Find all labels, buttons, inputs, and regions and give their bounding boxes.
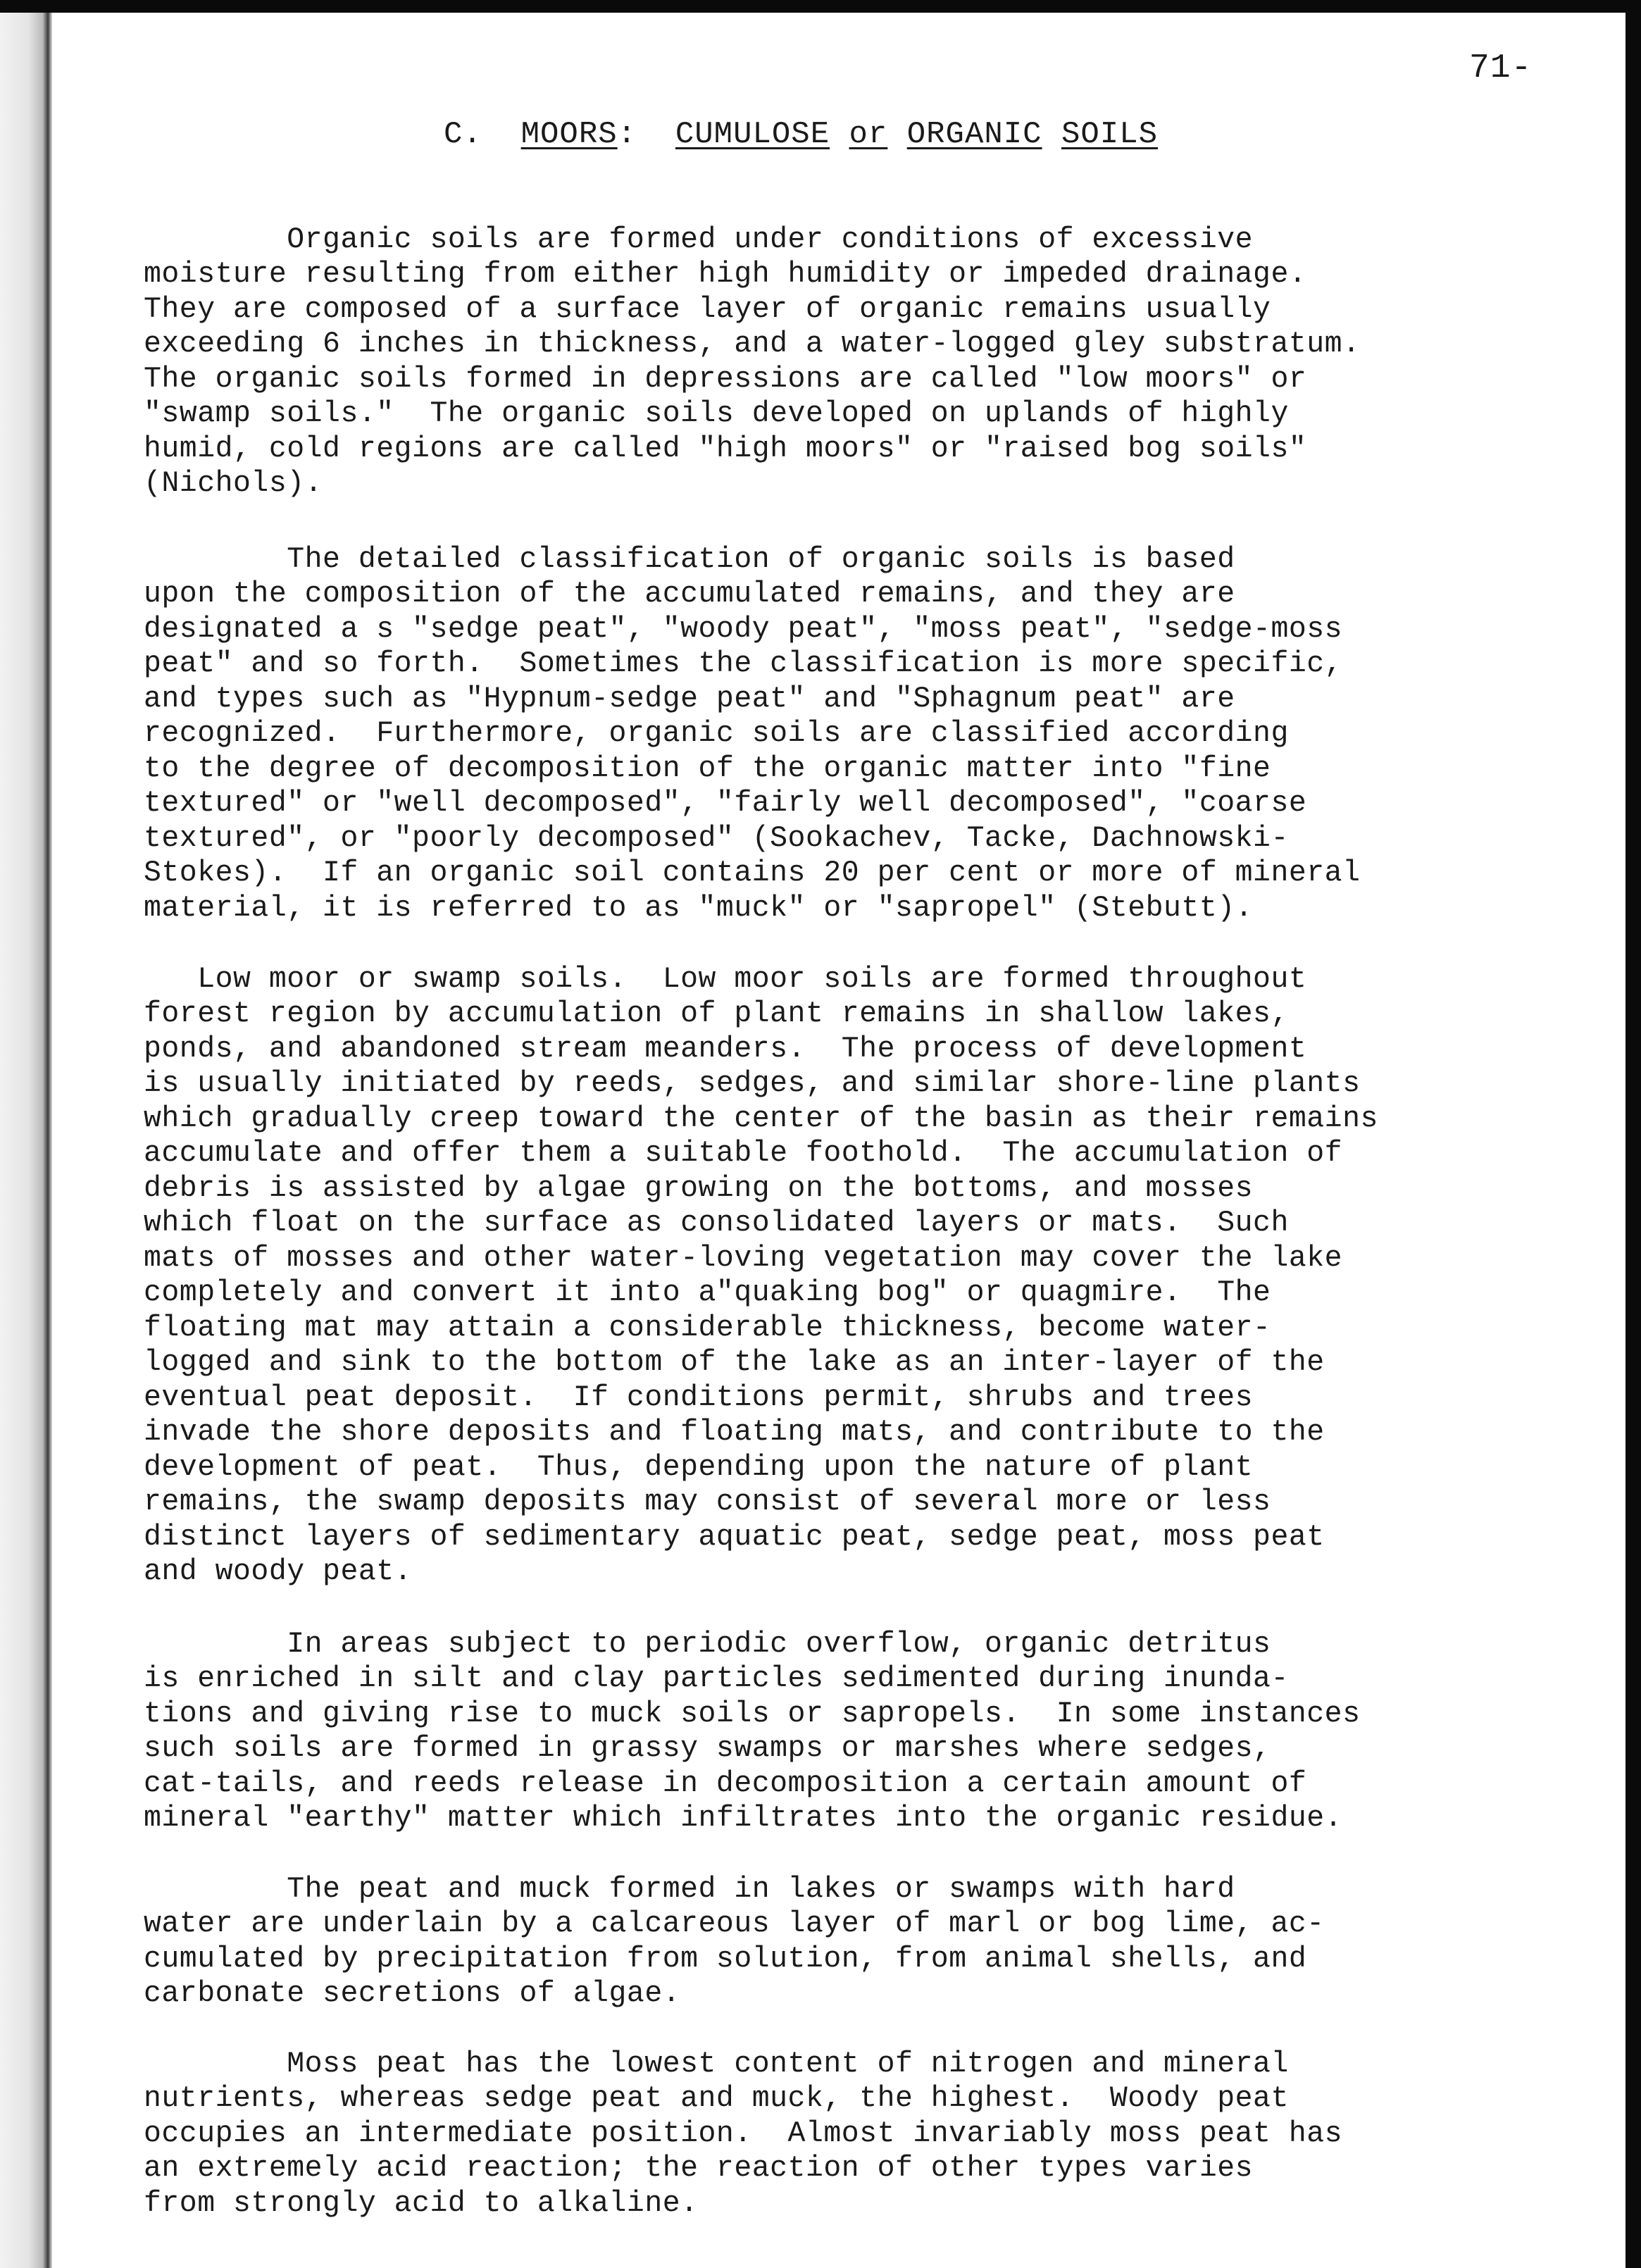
text-line: material, it is referred to as "muck" or "sapropel" (Stebutt). bbox=[144, 891, 1254, 925]
text-line: cumulated by precipitation from solution, from animal shells, and bbox=[144, 1942, 1307, 1976]
text-line: eventual peat deposit. If conditions permit, shrubs and trees bbox=[144, 1381, 1254, 1414]
text-line: mineral "earthy" matter which infiltrates into the organic residue. bbox=[144, 1802, 1343, 1835]
text-line: Moss peat has the lowest content of nitrogen and mineral bbox=[144, 2047, 1289, 2081]
text-line: They are composed of a surface layer of organic remains usually bbox=[144, 292, 1271, 326]
text-line: The detailed classification of organic soils is based bbox=[144, 542, 1235, 576]
text-line: tions and giving rise to muck soils or sapropels. In some instances bbox=[144, 1697, 1361, 1731]
scan-top-border bbox=[0, 0, 1641, 13]
heading-cumulose: CUMULOSE bbox=[675, 117, 830, 152]
text-line: which float on the surface as consolidated layers or mats. Such bbox=[144, 1207, 1289, 1240]
text-line: logged and sink to the bottom of the lake as an inter-layer of the bbox=[144, 1346, 1325, 1379]
paragraph-low-moor bbox=[144, 927, 1378, 1659]
text-line: nutrients, whereas sedge peat and muck, the highest. Woody peat bbox=[144, 2082, 1289, 2115]
text-line: invade the shore deposits and floating mats, and contribute to the bbox=[144, 1416, 1325, 1449]
text-line: floating mat may attain a considerable thickness, become water- bbox=[144, 1311, 1271, 1345]
text-line: occupies an intermediate position. Almost invariably moss peat has bbox=[144, 2117, 1343, 2150]
text-line: textured" or "well decomposed", "fairly well decomposed", "coarse bbox=[144, 787, 1307, 820]
text-line: from strongly acid to alkaline. bbox=[144, 2186, 699, 2220]
text-line: mats of mosses and other water-loving vegetation may cover the lake bbox=[144, 1241, 1343, 1275]
text-line: ponds, and abandoned stream meanders. The process of development bbox=[144, 1032, 1307, 1066]
text-line: (Nichols). bbox=[144, 467, 323, 500]
text-line: water are underlain by a calcareous layer of marl or bog lime, ac- bbox=[144, 1907, 1325, 1940]
text-line: such soils are formed in grassy swamps or marshes where sedges, bbox=[144, 1732, 1271, 1765]
text-line: development of peat. Thus, depending upon the nature of plant bbox=[144, 1450, 1254, 1484]
text-line: humid, cold regions are called "high moors" or "raised bog soils" bbox=[144, 432, 1307, 466]
text-line: The organic soils formed in depressions are called "low moors" or bbox=[144, 362, 1307, 396]
text-line: distinct layers of sedimentary aquatic peat, sedge peat, moss peat bbox=[144, 1520, 1325, 1554]
text-line: and woody peat. bbox=[144, 1555, 413, 1588]
heading-organic: ORGANIC bbox=[906, 117, 1042, 152]
text-line: is usually initiated by reeds, sedges, and similar shore-line plants bbox=[144, 1067, 1361, 1100]
text-line: forest region by accumulation of plant remains in shallow lakes, bbox=[144, 997, 1289, 1030]
text-line: upon the composition of the accumulated remains, and they are bbox=[144, 578, 1235, 611]
text-line: remains, the swamp deposits may consist of several more or less bbox=[144, 1485, 1271, 1519]
text-line: peat" and so forth. Sometimes the classification is more specific, bbox=[144, 647, 1343, 680]
text-line: completely and convert it into a"quaking bog" or quagmire. The bbox=[144, 1276, 1271, 1309]
document-page bbox=[52, 13, 1626, 2268]
text-line: Organic soils are formed under conditions of excessive bbox=[144, 223, 1254, 256]
text-line: and types such as "Hypnum-sedge peat" and "Sphagnum peat" are bbox=[144, 682, 1235, 716]
text-line: accumulate and offer them a suitable foothold. The accumulation of bbox=[144, 1137, 1343, 1170]
heading-soils: SOILS bbox=[1061, 117, 1159, 152]
heading-moors: MOORS bbox=[520, 117, 618, 152]
text-line: debris is assisted by algae growing on the bottoms, and mosses bbox=[144, 1171, 1254, 1205]
text-line: moisture resulting from either high humidity or impeded drainage. bbox=[144, 258, 1307, 291]
text-line: which gradually creep toward the center of the basin as their remains bbox=[144, 1102, 1378, 1135]
heading-prefix: C. bbox=[444, 117, 482, 152]
text-line: textured", or "poorly decomposed" (Sookachev, Tacke, Dachnowski- bbox=[144, 821, 1289, 855]
text-line: recognized. Furthermore, organic soils are classified according bbox=[144, 717, 1289, 750]
text-line: is enriched in silt and clay particles sedimented during inunda- bbox=[144, 1662, 1289, 1695]
text-line: carbonate secretions of algae. bbox=[144, 1977, 681, 2010]
heading-or: or bbox=[849, 117, 888, 152]
text-line: Stokes). If an organic soil contains 20 per cent or more of mineral bbox=[144, 856, 1361, 890]
text-line: cat-tails, and reeds release in decomposition a certain amount of bbox=[144, 1767, 1307, 1800]
scan-right-border bbox=[1626, 0, 1641, 2268]
section-heading bbox=[444, 117, 1158, 152]
page-number: 71- bbox=[1469, 49, 1533, 87]
text-line: "swamp soils." The organic soils developed on uplands of highly bbox=[144, 397, 1289, 430]
text-line: Low moor or swamp soils. Low moor soils are formed throughout bbox=[144, 962, 1307, 996]
heading-colon: : bbox=[617, 117, 637, 152]
text-line: In areas subject to periodic overflow, organic detritus bbox=[144, 1627, 1271, 1661]
text-line: exceeding 6 inches in thickness, and a water-logged gley substratum. bbox=[144, 328, 1361, 361]
text-line: to the degree of decomposition of the organic matter into "fine bbox=[144, 752, 1271, 785]
scan-left-binding-edge bbox=[0, 13, 52, 2268]
text-line: The peat and muck formed in lakes or swamps with hard bbox=[144, 1872, 1235, 1906]
text-line: an extremely acid reaction; the reaction of other types varies bbox=[144, 2152, 1254, 2185]
paragraph-classification bbox=[144, 507, 1360, 995]
text-line: designated a s "sedge peat", "woody peat", "moss peat", "sedge-moss bbox=[144, 612, 1343, 646]
paragraph-moss-peat bbox=[144, 2012, 1342, 2268]
